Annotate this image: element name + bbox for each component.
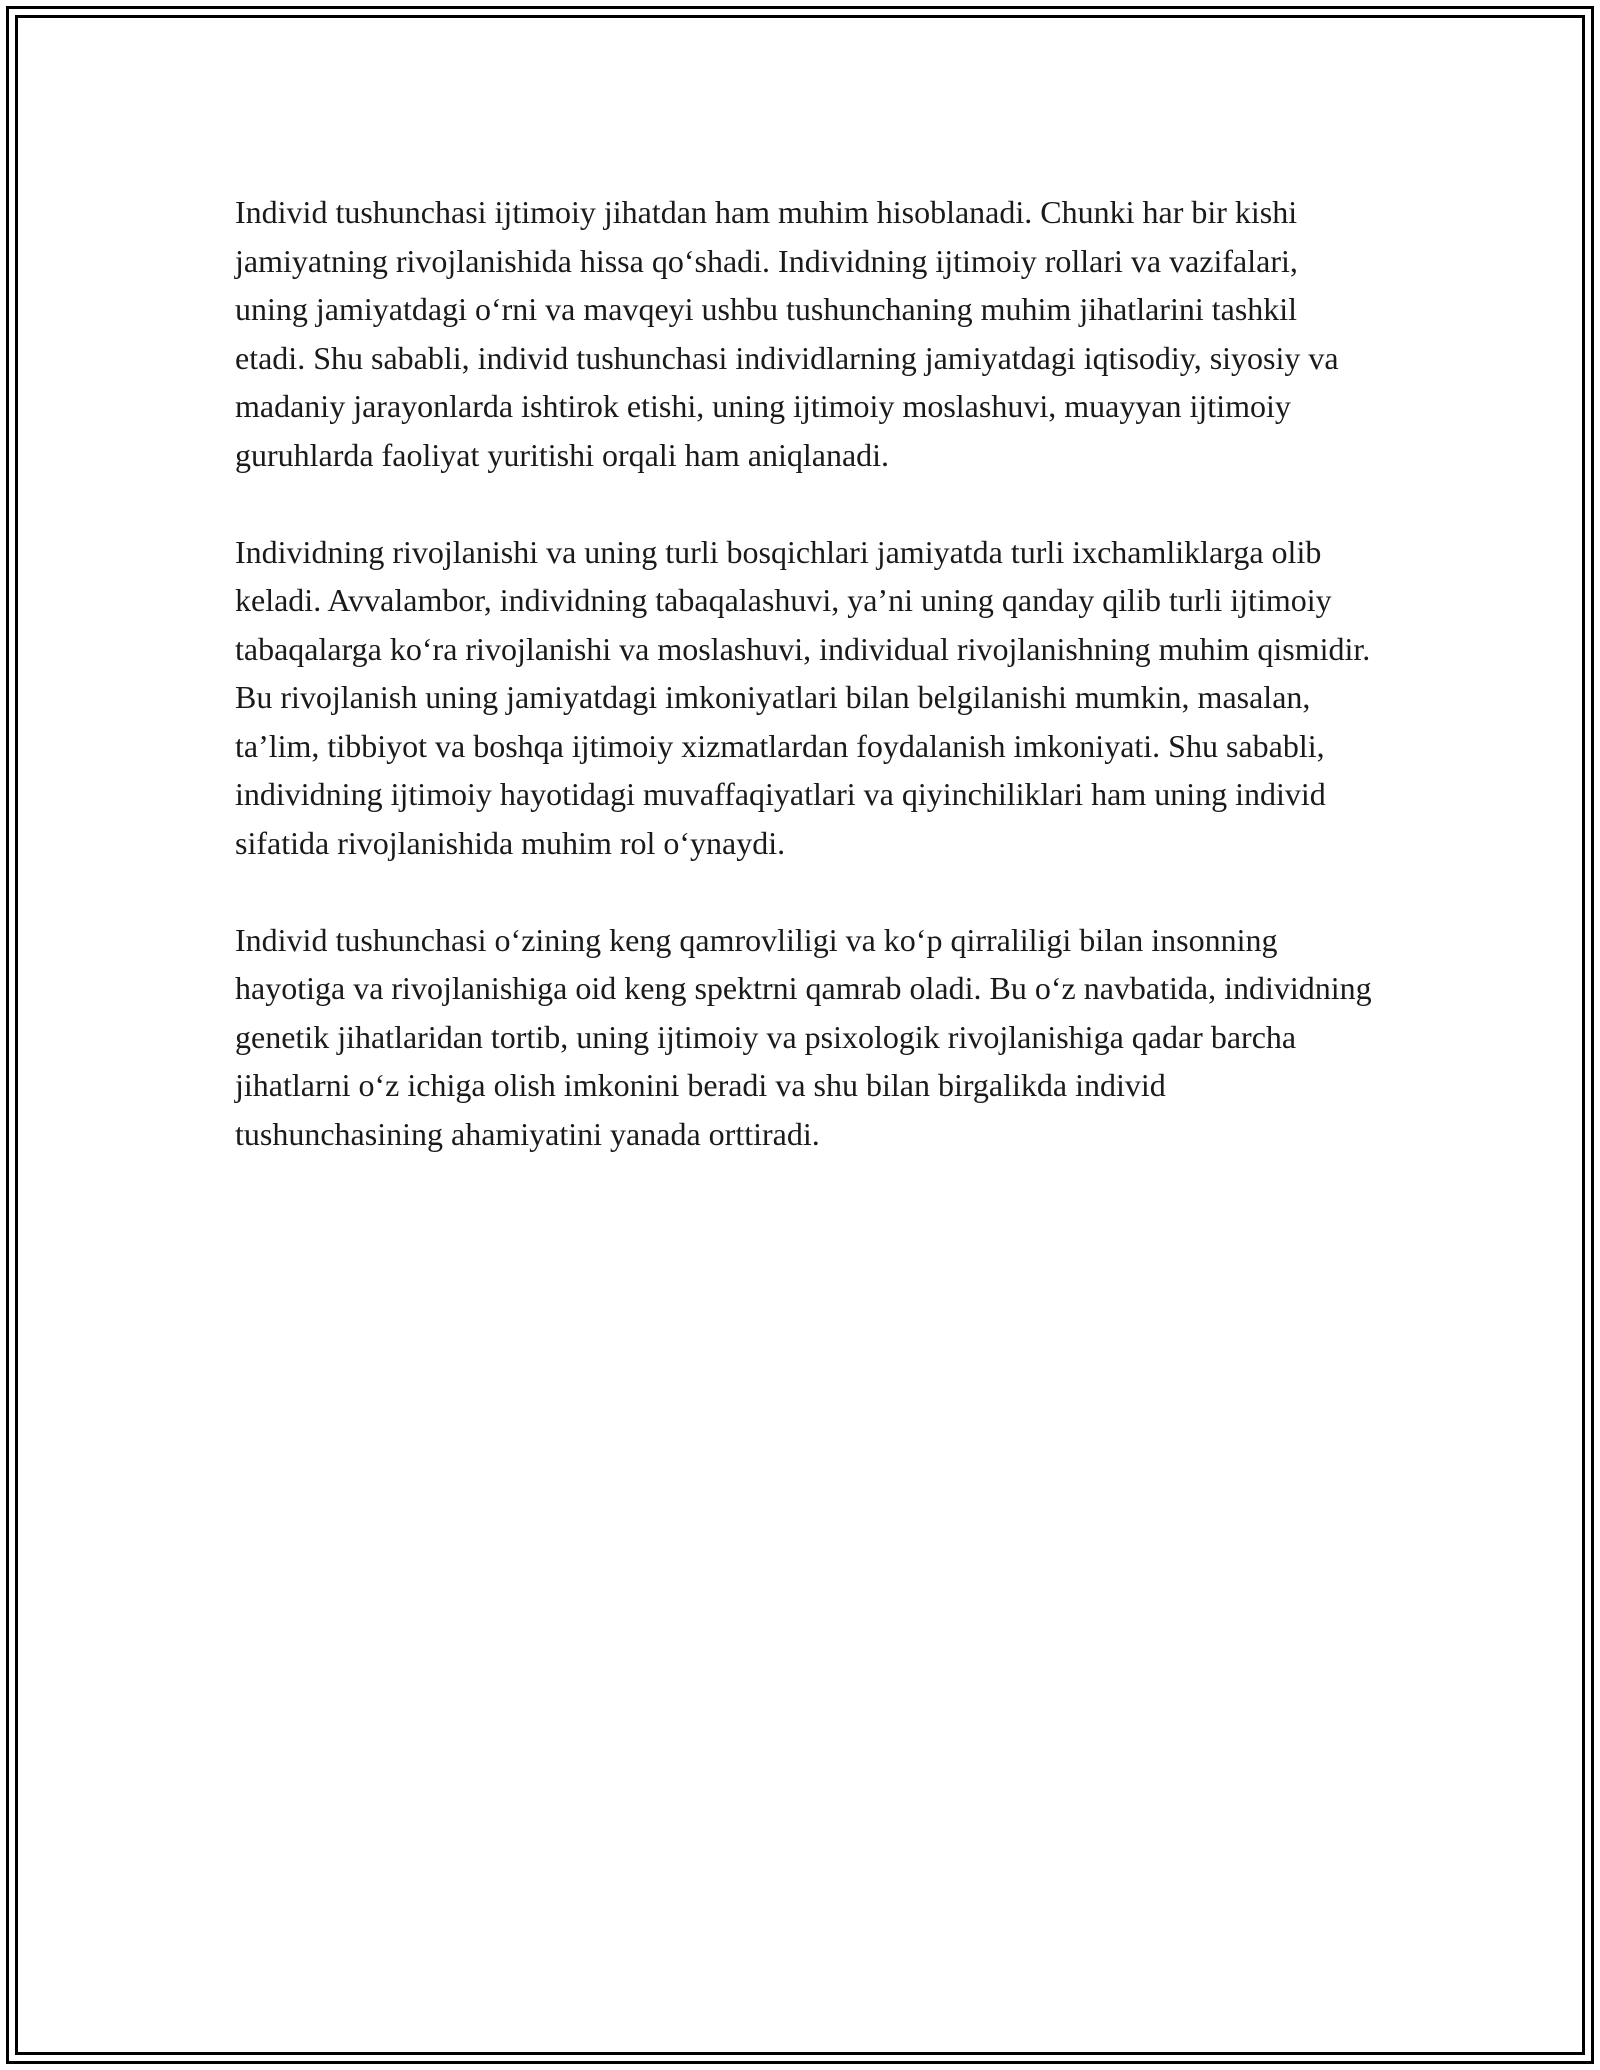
paragraph-1: Individ tushunchasi ijtimoiy jihatdan ham muhim hisoblanadi. Chunki har bir kishi jamiyatning rivojlanishida hissa qo‘shadi. Individning ijtimoiy rollari va vazifalari, uning jamiyatdagi o‘rni va mavqeyi ushbu tushunchaning muhim jihatlarini tashkil etadi. Shu sababli, individ tushunchasi individlarning jamiyatdagi iqtisodiy, siyosiy va madaniy jarayonlarda ishtirok etishi, uning ijtimoiy moslashuvi, muayyan ijtimoiy guruhlarda faoliyat yuritishi orqali ham aniqlanadi. — [235, 194, 1339, 473]
paragraph-2: Individning rivojlanishi va uning turli bosqichlari jamiyatda turli ixchamliklarga olib keladi. Avvalambor, individning tabaqalashuvi, ya’ni uning qanday qilib turli ijtimoiy tabaqalarga ko‘ra rivojlanishi va moslashuvi, individual rivojlanishning muhim qismidir. Bu rivojlanish uning jamiyatdagi imkoniyatlari bilan belgilanishi mumkin, masalan, ta’lim, tibbiyot va boshqa ijtimoiy xizmatlardan foydalanish imkoniyati. Shu sababli, individning ijtimoiy hayotidagi muvaffaqiyatlari va qiyinchiliklari ham uning individ sifatida rivojlanishida muhim rol o‘ynaydi. — [235, 533, 1371, 861]
document-body — [235, 188, 1375, 1207]
paragraph-3: Individ tushunchasi o‘zining keng qamrovliligi va ko‘p qirraliligi bilan insonning hayotiga va rivojlanishiga oid keng spektrni qamrab oladi. Bu o‘z navbatida, individning genetik jihatlaridan tortib, uning ijtimoiy va psixologik rivojlanishiga qadar barcha jihatlarni o‘z ichiga olish imkonini beradi va shu bilan birgalikda individ tushunchasining ahamiyatini yanada orttiradi. — [235, 921, 1372, 1152]
